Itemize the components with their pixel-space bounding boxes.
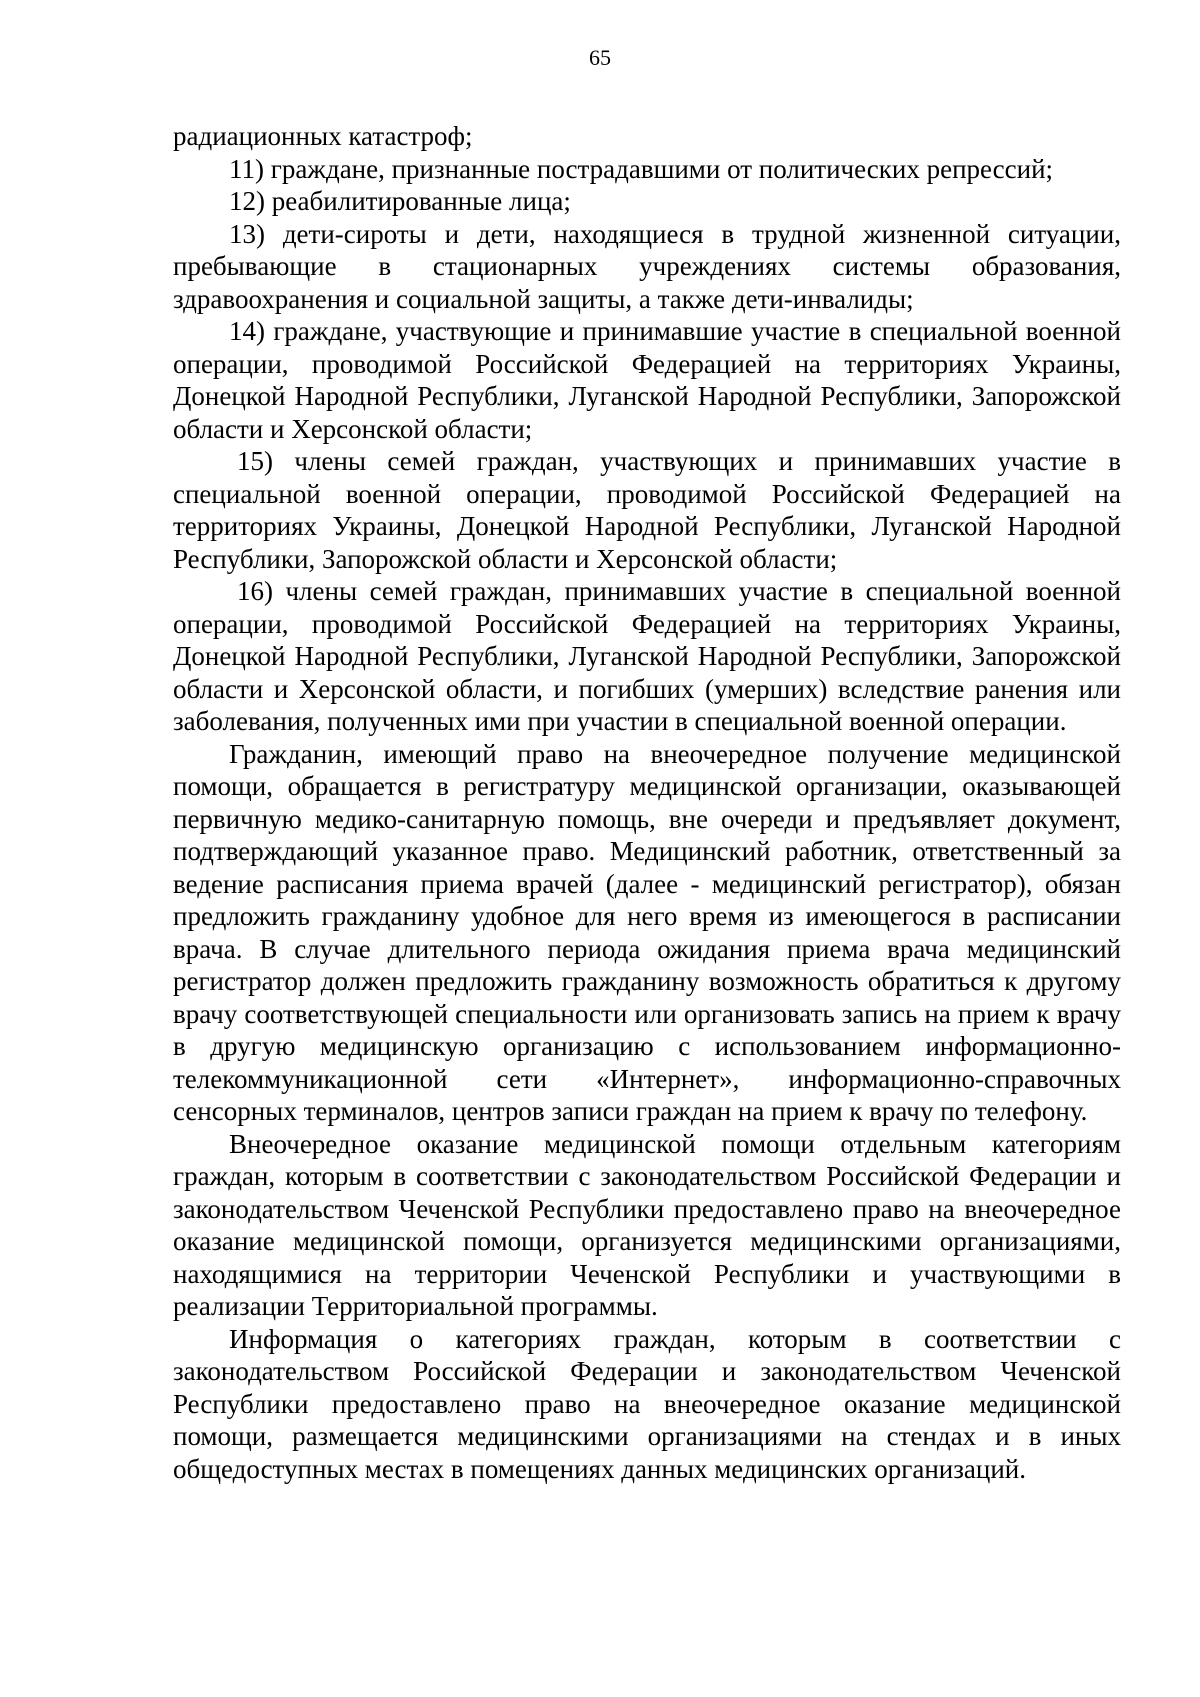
list-item-14: 14) граждане, участвующие и принимавшие участие в специальной военной операции, проводимой Российской Федерацией на территориях Украины, Донецкой Народной Республики, Луганской Народной Республики, Запорожской области и Херсонской области; bbox=[173, 316, 1121, 444]
list-item-13: 13) дети-сироты и дети, находящиеся в трудной жизненной ситуации, пребывающие в стационарных учреждениях системы образования, здравоохранения и социальной защиты, а также дети-инвалиды; bbox=[173, 218, 1121, 314]
paragraph-information-posting: Информация о категориях граждан, которым в соответствии с законодательством Российской Федерации и законодательством Чеченской Республики предоставлено право на внеочередное оказание медицинской помощи, размещается медицинскими организациями на стендах и в иных общедоступных местах в помещениях данных медицинских организаций. bbox=[173, 1323, 1121, 1484]
list-item-16: 16) члены семей граждан, принимавших участие в специальной военной операции, проводимой Российской Федерацией на территориях Украины, Донецкой Народной Республики, Луганской Народной Республики, Запорожской области и Херсонской области, и погибших (умерших) вследствие ранения или заболевания, полученных ими при участии в специальной военной операции. bbox=[173, 576, 1121, 736]
paragraph-priority-care: Внеочередное оказание медицинской помощи отдельным категориям граждан, которым в соответствии с законодательством Российской Федерации и законодательством Чеченской Республики предоставлено право на внеочередное оказание медицинской помощи, организуется медицинскими организациями, находящимися на территории Чеченской Республики и участвующими в реализации Территориальной программы. bbox=[173, 1128, 1121, 1321]
list-item-11: 11) граждане, признанные пострадавшими от политических репрессий; bbox=[229, 153, 1054, 184]
paragraph-registration-procedure: Гражданин, имеющий право на внеочередное получение медицинской помощи, обращается в регистратуру медицинской организации, оказывающей первичную медико-санитарную помощь, вне очереди и предъявляет документ, подтверждающий указанное право. Медицинский работник, ответственный за ведение расписания приема врачей (далее - медицинский регистратор), обязан предложить гражданину удобное для него время из имеющегося в расписании врача. В случае длительного периода ожидания приема врача медицинский регистратор должен предложить гражданину возможность обратиться к другому врачу соответствующей специальности или организовать запись на прием к врачу в другую медицинскую организацию с использованием информационно-телекоммуникационной сети «Интернет», информационно-справочных сенсорных терминалов, центров записи граждан на прием к врачу по телефону. bbox=[173, 738, 1121, 1126]
page-number: 65 bbox=[589, 45, 611, 70]
paragraph-continuation: радиационных катастроф; bbox=[173, 121, 473, 151]
document-body bbox=[173, 120, 1121, 1485]
list-item-12: 12) реабилитированные лица; bbox=[229, 186, 571, 216]
list-item-15: 15) члены семей граждан, участвующих и принимавших участие в специальной военной операции, проводимой Российской Федерацией на территориях Украины, Донецкой Народной Республики, Луганской Народной Республики, Запорожской области и Херсонской области; bbox=[173, 446, 1121, 574]
